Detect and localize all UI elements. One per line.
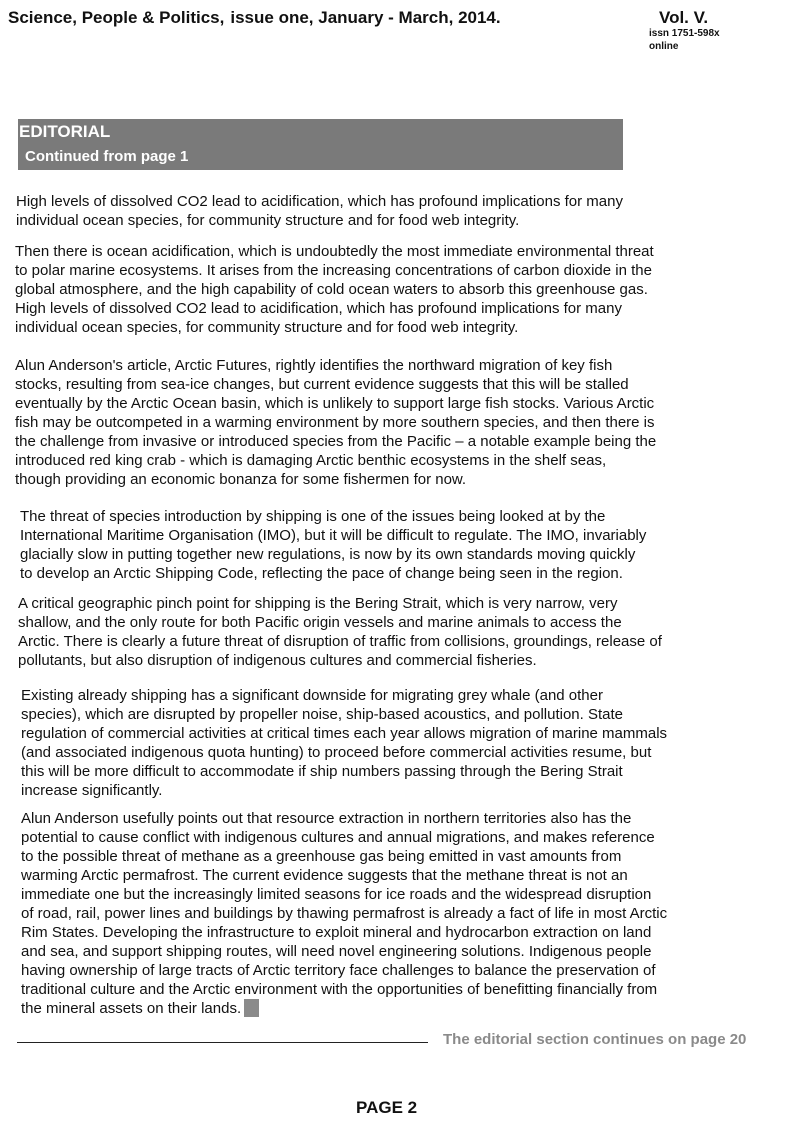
continues-note: The editorial section continues on page 20 xyxy=(443,1031,747,1048)
publication-title: Science, People & Politics, xyxy=(8,8,225,27)
paragraph-4 xyxy=(20,507,646,583)
paragraph-line: though providing an economic bonanza for some fishermen for now. xyxy=(15,471,467,488)
paragraph-line: shallow, and the only route for both Pacific origin vessels and marine animals to access the xyxy=(18,614,622,631)
paragraph-1 xyxy=(16,192,623,230)
volume-label: Vol. V. xyxy=(659,8,709,27)
paragraph-line: introduced red king crab - which is damaging Arctic benthic ecosystems in the shelf seas, xyxy=(15,452,607,469)
paragraph-line: to polar marine ecosystems. It arises from the increasing concentrations of carbon dioxide in the xyxy=(15,262,652,279)
editorial-banner xyxy=(18,119,623,170)
masthead-left xyxy=(8,8,501,28)
paragraph-line: eventually by the Arctic Ocean basin, which is unlikely to support large fish stocks. Various Arctic xyxy=(15,395,655,412)
paragraph-line: regulation of commercial activities at critical times each year allows migration of marine mammals xyxy=(21,725,668,742)
paragraph-line: the challenge from invasive or introduced species from the Pacific – a notable example being the xyxy=(15,433,657,450)
paragraph-line: and sea, and support shipping routes, will need novel engineering solutions. Indigenous people xyxy=(21,943,652,960)
paragraph-line: Alun Anderson usefully points out that resource extraction in northern territories also has the xyxy=(21,810,632,827)
paragraph-line: A critical geographic pinch point for shipping is the Bering Strait, which is very narrow, very xyxy=(18,595,618,612)
paragraph-line: Arctic. There is clearly a future threat of disruption of traffic from collisions, groundings, release of xyxy=(18,633,662,650)
paragraph-line: individual ocean species, for community structure and for food web integrity. xyxy=(15,319,519,336)
paragraph-line: to develop an Arctic Shipping Code, reflecting the pace of change being seen in the region. xyxy=(20,565,623,582)
issn-format: online xyxy=(649,41,679,52)
page-number: PAGE 2 xyxy=(356,1098,418,1117)
paragraph-6 xyxy=(21,686,667,800)
paragraph-line: Then there is ocean acidification, which is undoubtedly the most immediate environmental threat xyxy=(15,243,654,260)
paragraph-7 xyxy=(21,809,667,1018)
paragraph-line: High levels of dissolved CO2 lead to acidification, which has profound implications for many xyxy=(15,300,622,317)
paragraph-line: potential to cause conflict with indigenous cultures and annual migrations, and makes reference xyxy=(21,829,655,846)
paragraph-line: (and associated indigenous quota hunting) to proceed before commercial activities resume, but xyxy=(21,744,652,761)
paragraph-line: traditional culture and the Arctic environment with the opportunities of benefitting financially from xyxy=(21,981,658,998)
issn-number: issn 1751-598x xyxy=(649,28,720,39)
paragraph-line: warming Arctic permafrost. The current evidence suggests that the methane threat is not an xyxy=(21,867,628,884)
issue-info: issue one, January - March, 2014. xyxy=(230,8,501,27)
paragraph-line: this will be more difficult to accommodate if ship numbers passing through the Bering Strait xyxy=(21,763,623,780)
continued-from-note: Continued from page 1 xyxy=(25,148,189,165)
editorial-heading: EDITORIAL xyxy=(19,122,111,141)
paragraph-line: High levels of dissolved CO2 lead to acidification, which has profound implications for many xyxy=(16,193,623,210)
paragraph-5 xyxy=(18,594,662,670)
paragraph-line: increase significantly. xyxy=(21,782,163,799)
paragraph-line: to the possible threat of methane as a greenhouse gas being emitted in vast amounts from xyxy=(21,848,622,865)
issn-block xyxy=(649,27,720,53)
paragraph-2 xyxy=(15,242,654,337)
paragraph-line: of road, rail, power lines and buildings by thawing permafrost is already a fact of life in most Arctic xyxy=(21,905,668,922)
paragraph-line: Rim States. Developing the infrastructure to exploit mineral and hydrocarbon extraction on land xyxy=(21,924,652,941)
paragraph-line: Existing already shipping has a significant downside for migrating grey whale (and other xyxy=(21,687,603,704)
paragraph-line: individual ocean species, for community structure and for food web integrity. xyxy=(16,212,520,229)
paragraph-line-text: the mineral assets on their lands. xyxy=(21,1000,242,1017)
paragraph-line: species), which are disrupted by propeller noise, ship-based acoustics, and pollution. State xyxy=(21,706,624,723)
paragraph-line: pollutants, but also disruption of indigenous cultures and commercial fisheries. xyxy=(18,652,537,669)
paragraph-line: International Maritime Organisation (IMO), but it will be difficult to regulate. The IMO, invariably xyxy=(20,527,647,544)
paragraph-line: glacially slow in putting together new regulations, is now by its own standards moving quickly xyxy=(20,546,636,563)
paragraph-line: The threat of species introduction by shipping is one of the issues being looked at by the xyxy=(20,508,606,525)
paragraph-line-last xyxy=(21,999,667,1018)
footer-rule xyxy=(17,1042,428,1043)
paragraph-line: stocks, resulting from sea-ice changes, but current evidence suggests that this will be stalled xyxy=(15,376,629,393)
paragraph-line: immediate one but the increasingly limited seasons for ice roads and the widespread disruption xyxy=(21,886,652,903)
end-of-article-mark xyxy=(244,999,259,1017)
paragraph-line: fish may be outcompeted in a warming environment by more southern species, and then there is xyxy=(15,414,655,431)
paragraph-line: Alun Anderson's article, Arctic Futures, rightly identifies the northward migration of key fish xyxy=(15,357,613,374)
paragraph-3 xyxy=(15,356,656,489)
paragraph-line: global atmosphere, and the high capability of cold ocean waters to absorb this greenhouse gas. xyxy=(15,281,648,298)
paragraph-line: having ownership of large tracts of Arctic territory face challenges to balance the preservation of xyxy=(21,962,656,979)
